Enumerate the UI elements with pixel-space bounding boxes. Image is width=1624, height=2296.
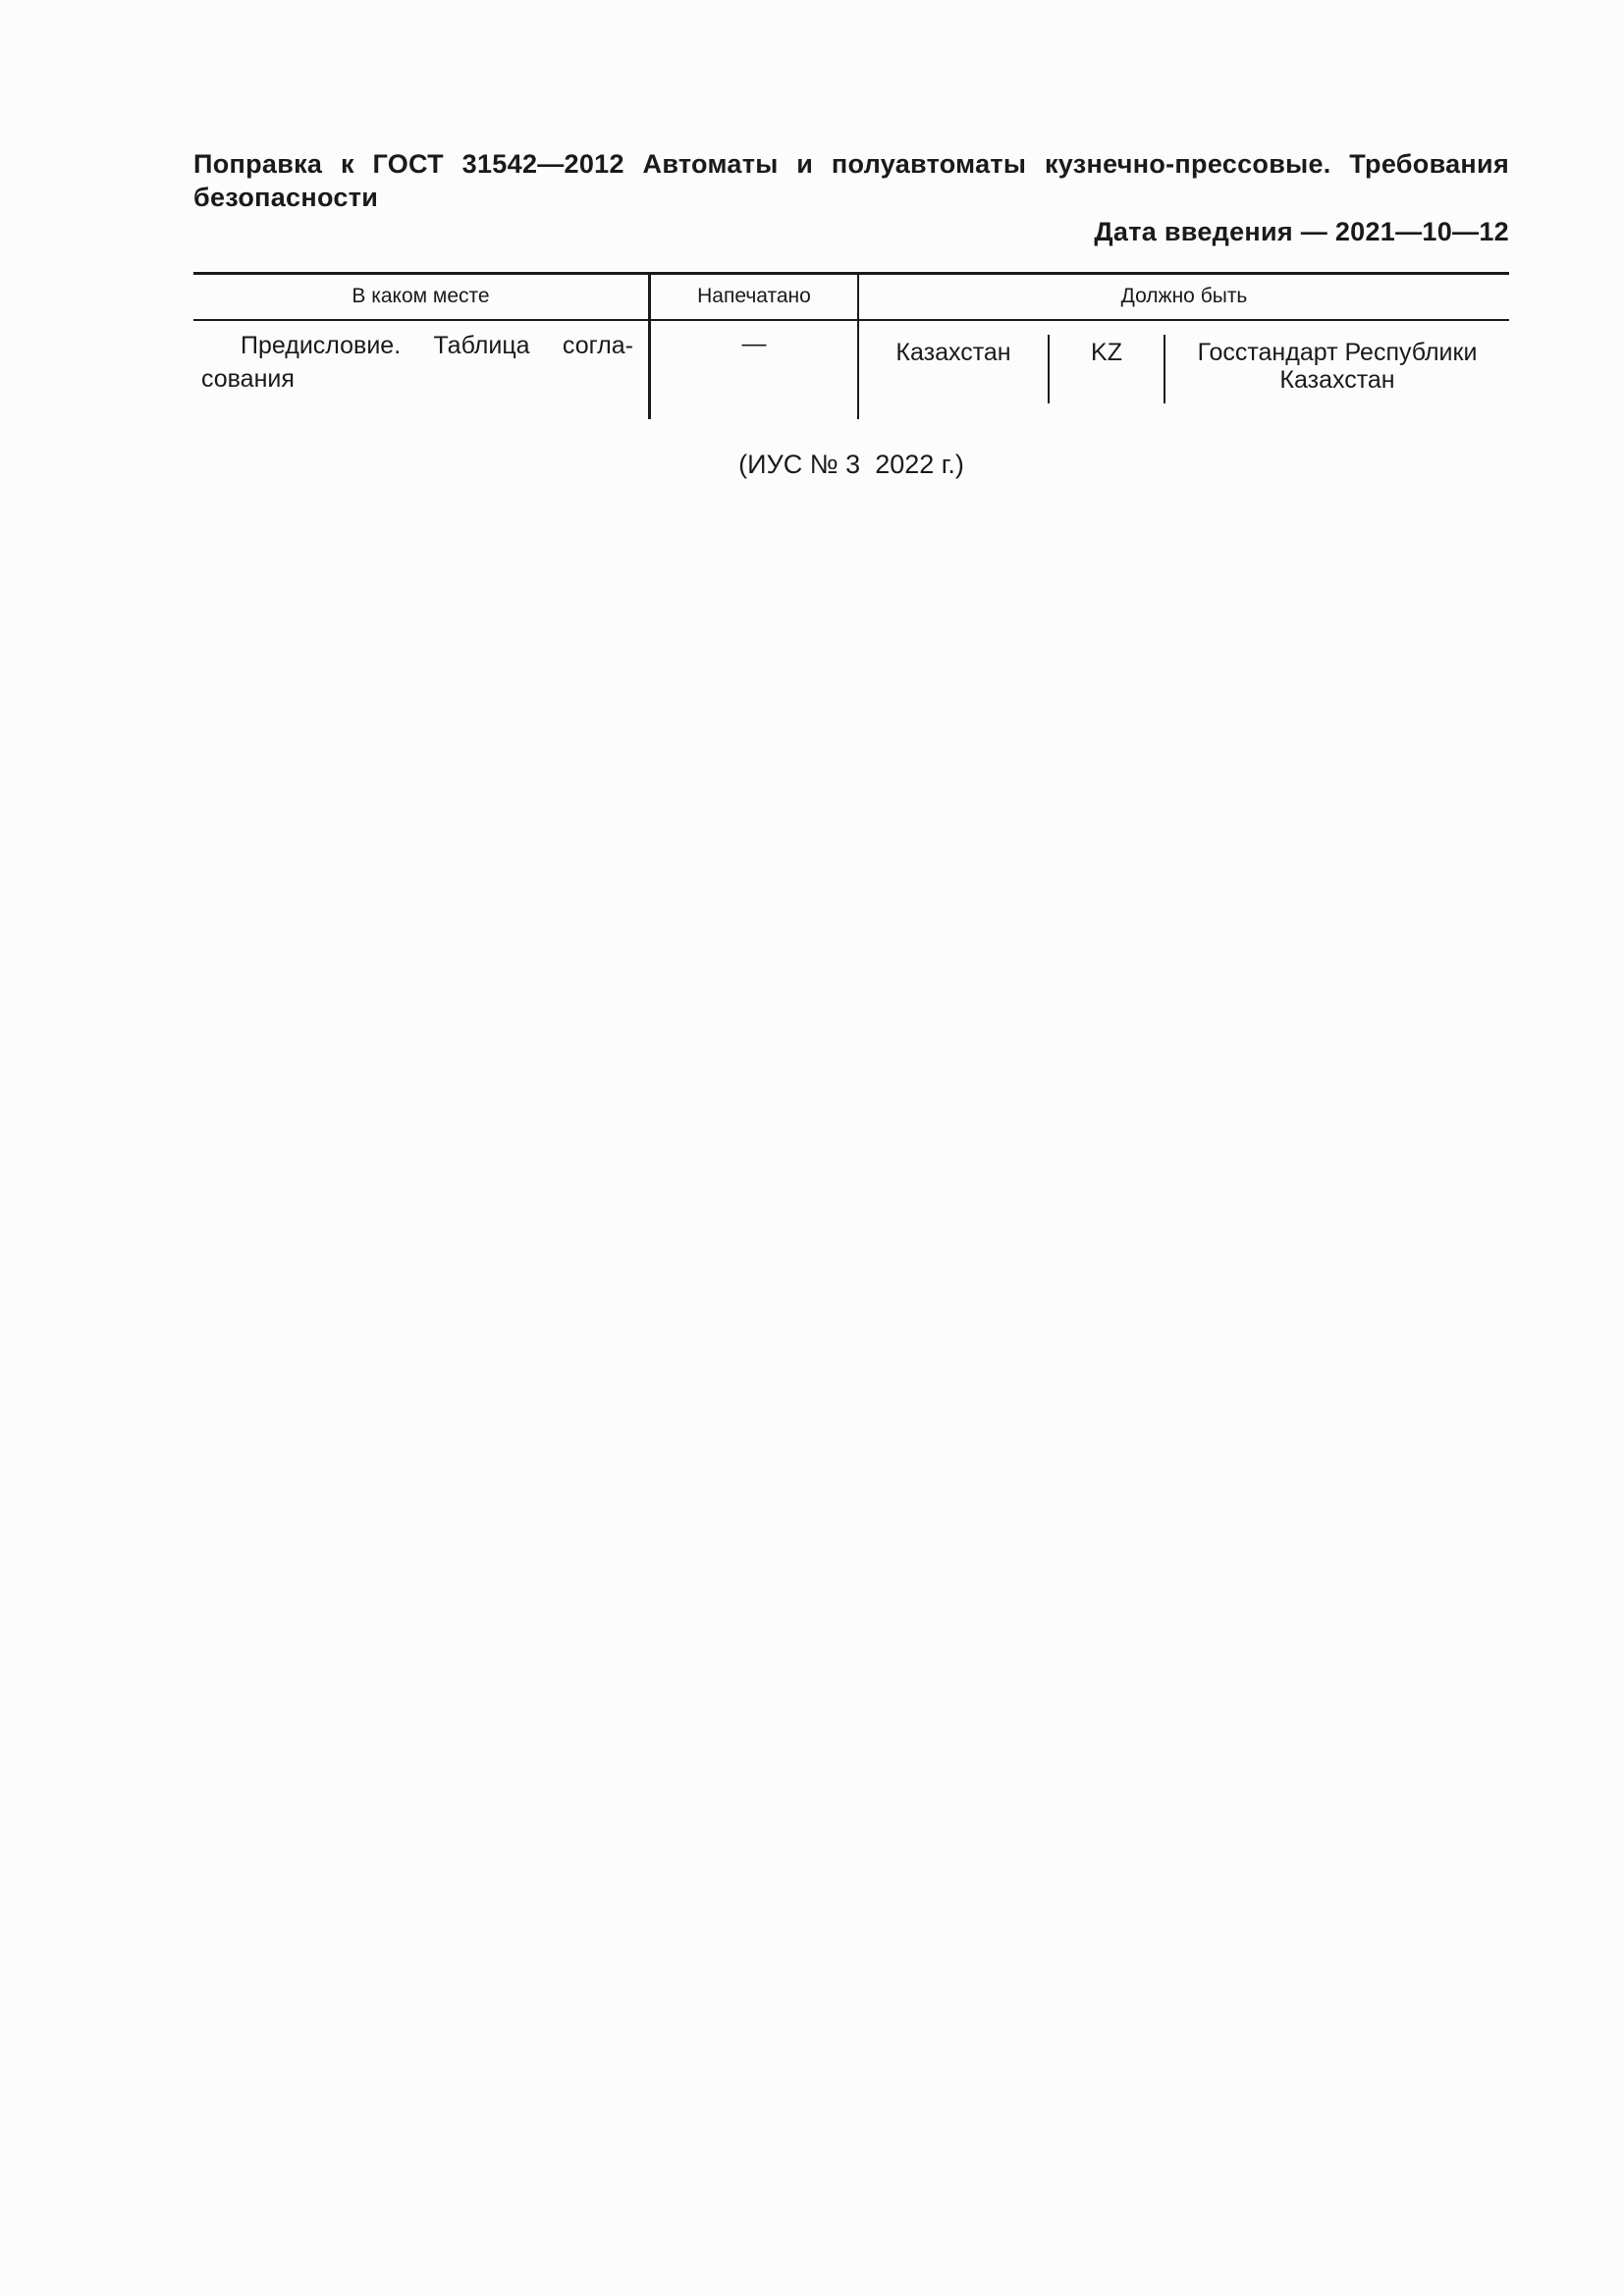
cell-country-code: KZ [1091, 339, 1122, 366]
header-printed: Напечатано [697, 285, 811, 307]
cell-standards-body: Госстандарт Республики Казахстан [1197, 339, 1478, 394]
header-where: В каком месте [352, 285, 490, 307]
effective-date: Дата введения — 2021—10—12 [1094, 217, 1509, 246]
amendment-table [193, 272, 1509, 419]
header-should-be: Должно быть [1120, 285, 1248, 307]
table-top-rule [193, 272, 1509, 275]
cell-printed: — [741, 330, 767, 357]
publication-note-text: (ИУС № 3 2022 г.) [738, 450, 964, 479]
publication-note [0, 448, 1624, 481]
document-title: Поправка к ГОСТ 31542—2012 Автоматы и полуавтоматы кузнечно-прессовые. Требования безопасности [193, 149, 1509, 212]
table-header-rule [193, 319, 1509, 321]
cell-country: Казахстан [895, 339, 1011, 366]
cell-where: Предисловие. Таблица согла-сования [201, 332, 633, 393]
